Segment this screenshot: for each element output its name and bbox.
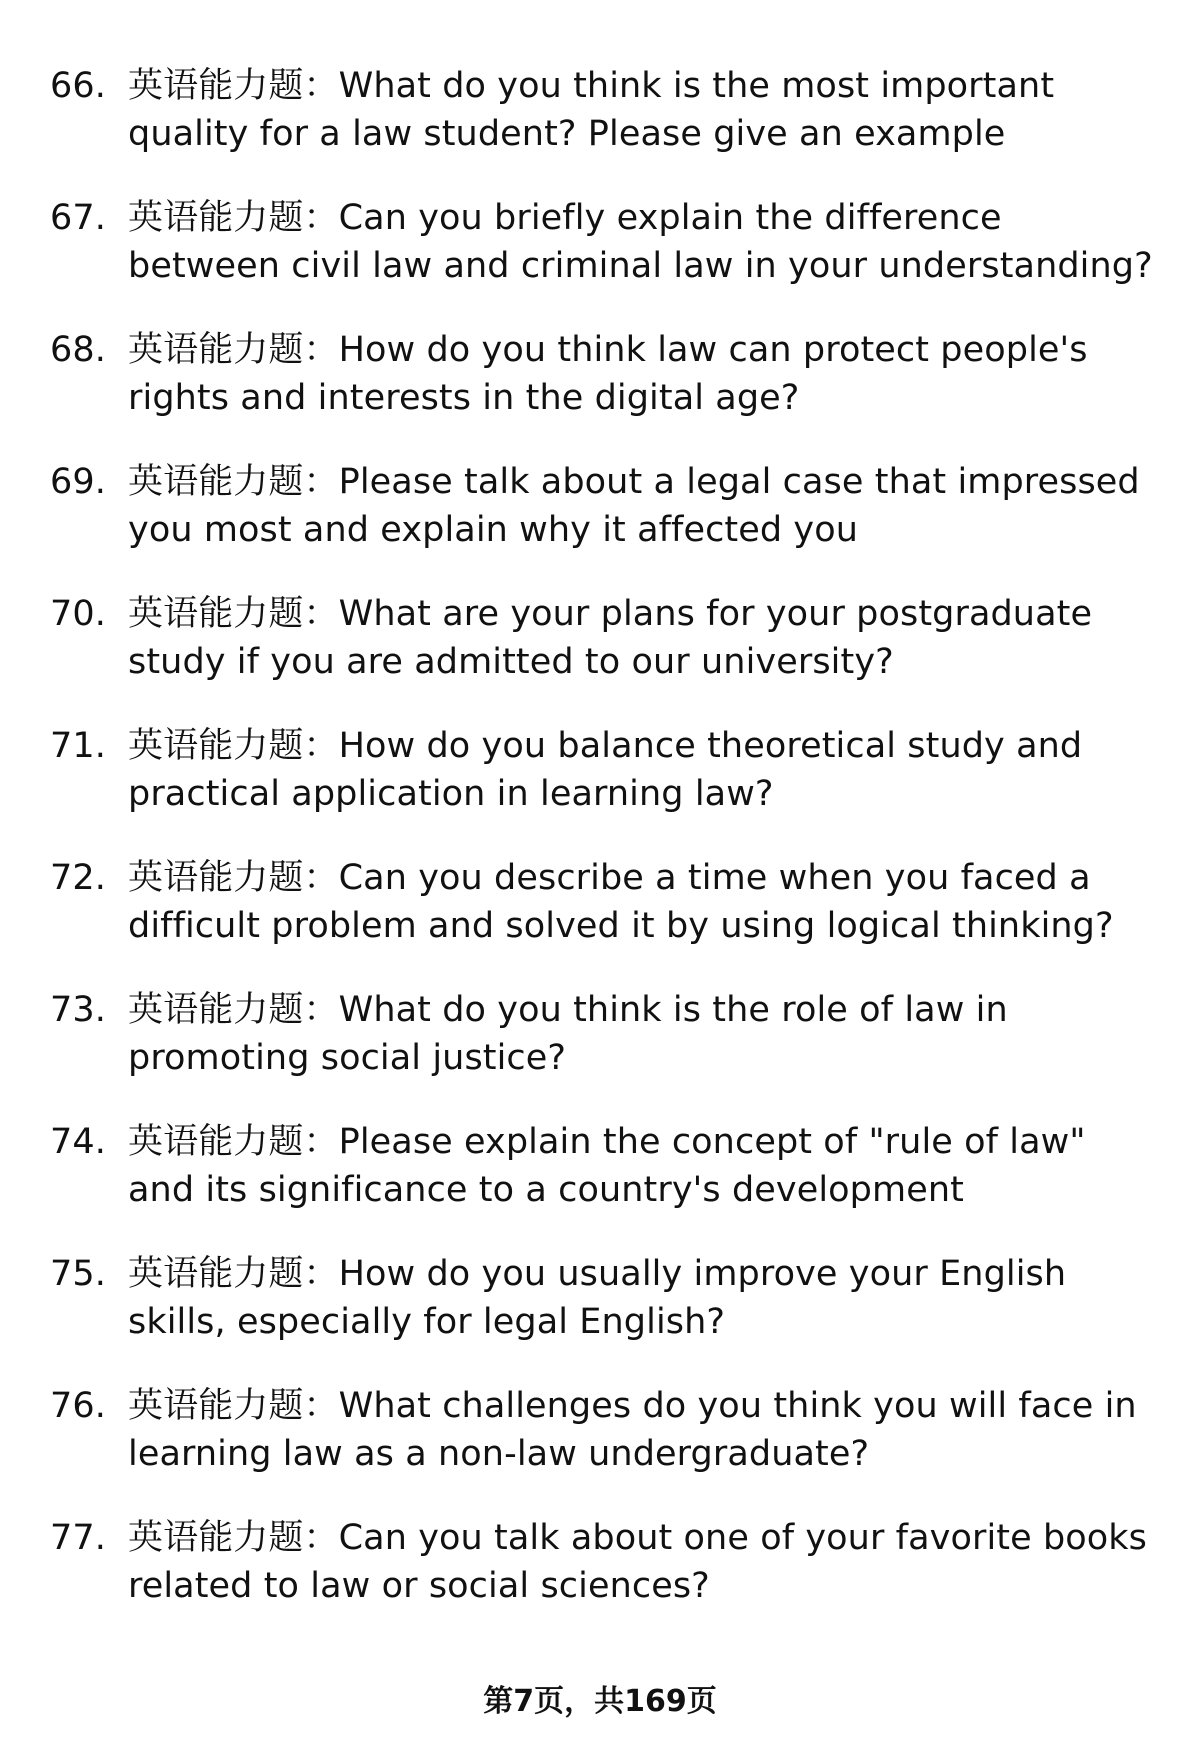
question-label: 英语能力题： xyxy=(128,198,339,238)
question-number: 76. xyxy=(50,1386,106,1426)
question-number: 69. xyxy=(50,462,106,502)
question-number: 75. xyxy=(50,1254,106,1294)
question-label: 英语能力题： xyxy=(128,594,339,634)
question-text: How do you think law can protect people's rights and interests in the digital age? xyxy=(128,330,1088,418)
question-label: 英语能力题： xyxy=(128,1122,339,1162)
question-text: What do you think is the role of law in promoting social justice? xyxy=(128,990,1008,1078)
question-label: 英语能力题： xyxy=(128,1518,339,1558)
question-text: What do you think is the most important quality for a law student? Please give an example xyxy=(128,66,1055,154)
page-number-footer: 第7页，共169页 xyxy=(483,1684,717,1719)
question-label: 英语能力题： xyxy=(128,990,339,1030)
question-item xyxy=(50,326,1160,422)
question-text: Can you talk about one of your favorite books related to law or social sciences? xyxy=(128,1518,1148,1606)
question-item xyxy=(50,1514,1160,1610)
question-label: 英语能力题： xyxy=(128,858,339,898)
question-item xyxy=(50,62,1160,158)
question-item xyxy=(50,854,1160,950)
question-number: 68. xyxy=(50,330,106,370)
question-text: Please explain the concept of "rule of law" and its significance to a country's development xyxy=(128,1122,1086,1210)
question-number: 72. xyxy=(50,858,106,898)
question-label: 英语能力题： xyxy=(128,1254,339,1294)
question-text: Can you briefly explain the difference between civil law and criminal law in your understanding? xyxy=(128,198,1153,286)
question-text: Please talk about a legal case that impressed you most and explain why it affected you xyxy=(128,462,1140,550)
question-text: How do you balance theoretical study and practical application in learning law? xyxy=(128,726,1083,814)
question-text: How do you usually improve your English skills, especially for legal English? xyxy=(128,1254,1067,1342)
question-text: Can you describe a time when you faced a difficult problem and solved it by using logical thinking? xyxy=(128,858,1114,946)
question-item xyxy=(50,1250,1160,1346)
question-label: 英语能力题： xyxy=(128,726,339,766)
question-number: 67. xyxy=(50,198,106,238)
question-label: 英语能力题： xyxy=(128,462,339,502)
question-number: 71. xyxy=(50,726,106,766)
question-text: What challenges do you think you will face in learning law as a non-law undergraduate? xyxy=(128,1386,1137,1474)
question-item xyxy=(50,590,1160,686)
question-number: 73. xyxy=(50,990,106,1030)
question-number: 66. xyxy=(50,66,106,106)
question-number: 74. xyxy=(50,1122,106,1162)
question-label: 英语能力题： xyxy=(128,66,339,106)
question-item xyxy=(50,986,1160,1082)
question-item xyxy=(50,194,1160,290)
question-text: What are your plans for your postgraduate study if you are admitted to our university? xyxy=(128,594,1093,682)
question-item xyxy=(50,458,1160,554)
question-label: 英语能力题： xyxy=(128,330,339,370)
question-number: 77. xyxy=(50,1518,106,1558)
question-item xyxy=(50,722,1160,818)
question-label: 英语能力题： xyxy=(128,1386,339,1426)
question-item xyxy=(50,1118,1160,1214)
question-number: 70. xyxy=(50,594,106,634)
question-item xyxy=(50,1382,1160,1478)
question-list xyxy=(50,62,1160,1646)
